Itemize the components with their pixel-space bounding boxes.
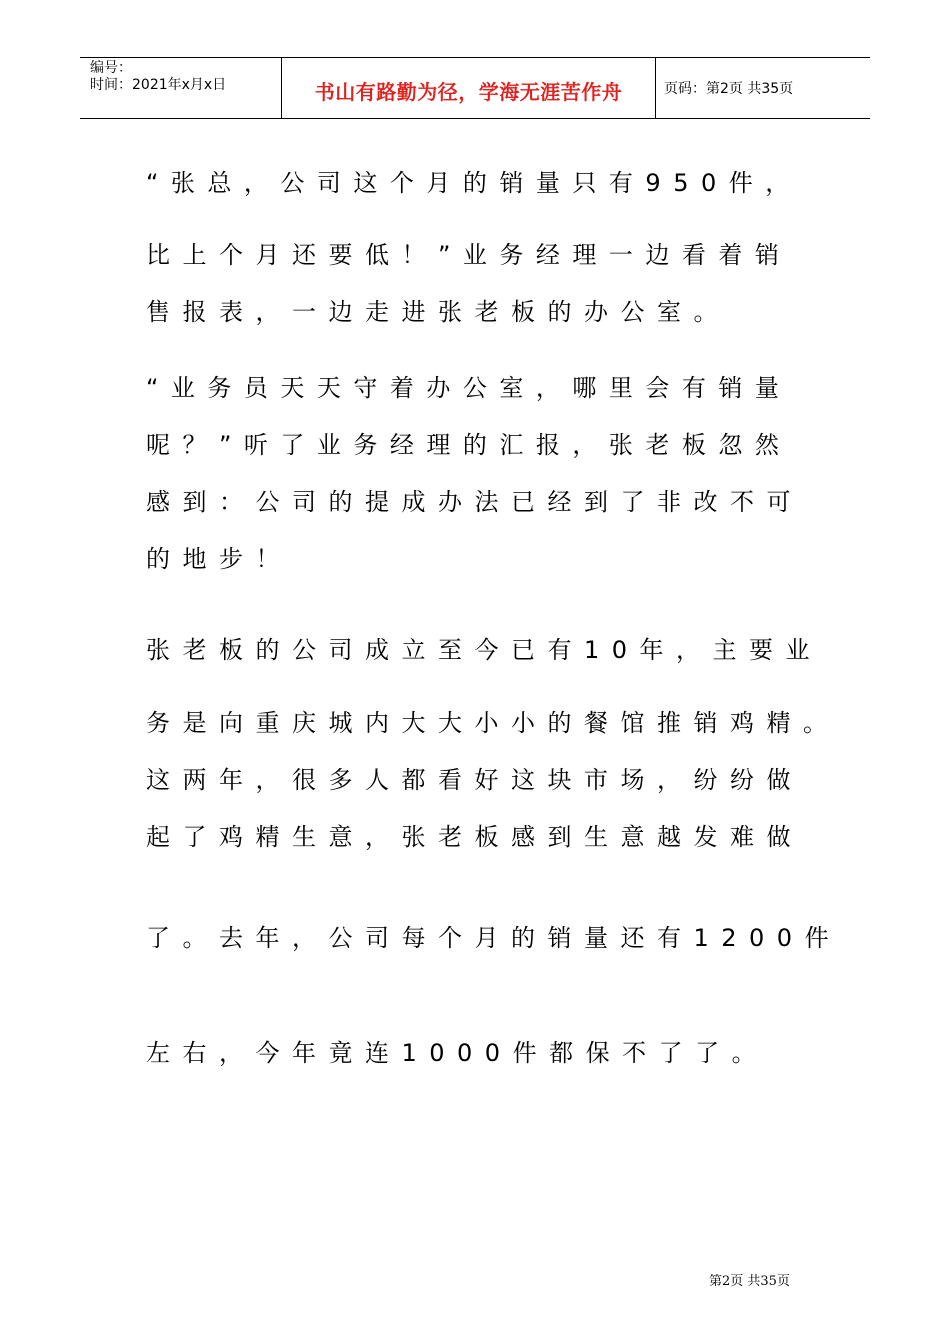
- document-number-label: 编号：: [90, 60, 132, 76]
- body-line: 张老板的公司成立至今已有10年，主要业: [146, 636, 823, 664]
- footer-page-number: 第2页 共35页: [709, 1274, 790, 1289]
- body-line: 务是向重庆城内大大小小的餐馆推销鸡精。: [146, 709, 840, 737]
- header-meta-cell: [80, 58, 282, 118]
- body-line: “业务员天天守着办公室，哪里会有销量: [146, 374, 792, 402]
- body-line: 左右，今年竟连1000件都保不了了。: [146, 1039, 769, 1067]
- body-line: 售报表，一边走进张老板的办公室。: [146, 298, 730, 326]
- document-time-label: 时间：2021年x月x日: [90, 77, 227, 93]
- body-line: “张总，公司这个月的销量只有950件，: [146, 169, 802, 197]
- body-line: 呢？”听了业务经理的汇报，张老板忽然: [146, 431, 792, 459]
- header-page-number: 页码：第2页 共35页: [664, 81, 794, 97]
- body-line: 的地步！: [146, 545, 292, 573]
- header-motto-cell: [282, 58, 656, 118]
- header-page-cell: [656, 58, 870, 118]
- body-line: 比上个月还要低！”业务经理一边看着销: [146, 241, 792, 269]
- body-line: 这两年，很多人都看好这块市场，纷纷做: [146, 766, 803, 794]
- document-header: [80, 57, 870, 119]
- body-line: 感到：公司的提成办法已经到了非改不可: [146, 488, 803, 516]
- header-motto: 书山有路勤为径，学海无涯苦作舟: [314, 80, 623, 104]
- body-line: 了。去年，公司每个月的销量还有1200件: [146, 924, 842, 952]
- body-line: 起了鸡精生意，张老板感到生意越发难做: [146, 823, 803, 851]
